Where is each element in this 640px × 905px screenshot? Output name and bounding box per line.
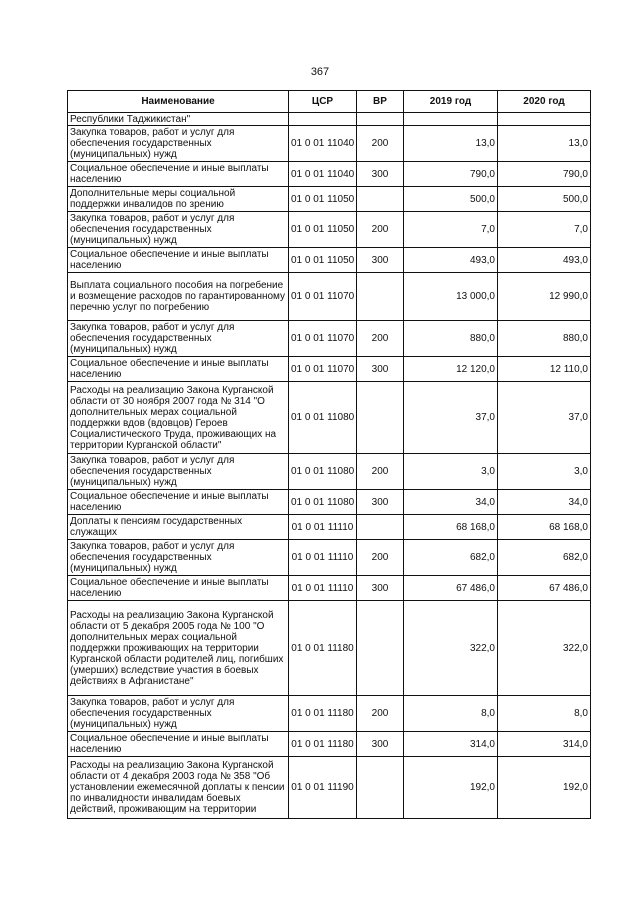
table-row (68, 601, 591, 696)
cell-2020: 68 168,0 (498, 515, 591, 540)
cell-vr: 200 (357, 212, 404, 248)
cell-2019: 682,0 (404, 540, 498, 576)
cell-2020: 7,0 (498, 212, 591, 248)
cell-2020: 192,0 (498, 757, 591, 819)
cell-vr (357, 515, 404, 540)
cell-2019 (404, 113, 498, 126)
header-name: Наименование (68, 91, 289, 113)
cell-csr: 01 0 01 11190 (289, 757, 357, 819)
cell-name: Социальное обеспечение и иные выплаты населению (68, 162, 289, 187)
cell-name: Социальное обеспечение и иные выплаты населению (68, 357, 289, 382)
cell-csr: 01 0 01 11080 (289, 382, 357, 454)
table-header-row (68, 91, 591, 113)
cell-vr: 200 (357, 126, 404, 162)
table-row (68, 576, 591, 601)
cell-csr: 01 0 01 11070 (289, 273, 357, 321)
cell-2020: 37,0 (498, 382, 591, 454)
cell-2020: 314,0 (498, 732, 591, 757)
cell-csr: 01 0 01 11080 (289, 454, 357, 490)
cell-csr: 01 0 01 11040 (289, 126, 357, 162)
header-2020: 2020 год (498, 91, 591, 113)
cell-2020: 493,0 (498, 248, 591, 273)
cell-csr: 01 0 01 11050 (289, 187, 357, 212)
cell-vr: 300 (357, 248, 404, 273)
cell-csr: 01 0 01 11070 (289, 357, 357, 382)
cell-vr: 200 (357, 696, 404, 732)
cell-vr: 200 (357, 540, 404, 576)
cell-vr (357, 757, 404, 819)
cell-2020: 12 990,0 (498, 273, 591, 321)
table-row (68, 273, 591, 321)
cell-2019: 7,0 (404, 212, 498, 248)
cell-csr: 01 0 01 11080 (289, 490, 357, 515)
cell-csr: 01 0 01 11180 (289, 696, 357, 732)
cell-2020: 880,0 (498, 321, 591, 357)
cell-vr (357, 187, 404, 212)
cell-2020: 34,0 (498, 490, 591, 515)
cell-name: Республики Таджикистан" (68, 113, 289, 126)
cell-name: Дополнительные меры социальной поддержки инвалидов по зрению (68, 187, 289, 212)
cell-2019: 192,0 (404, 757, 498, 819)
cell-vr (357, 113, 404, 126)
table-row (68, 696, 591, 732)
cell-csr: 01 0 01 11050 (289, 212, 357, 248)
cell-name: Расходы на реализацию Закона Курганской области от 5 декабря 2005 года № 100 "О дополнительных мерах социальной поддержки проживающих на территории Курганской области родителей лиц, погибших (умерших) вследствие участия в боевых действиях в Афганистане" (68, 601, 289, 696)
cell-2019: 322,0 (404, 601, 498, 696)
cell-name: Закупка товаров, работ и услуг для обеспечения государственных (муниципальных) нужд (68, 454, 289, 490)
header-csr: ЦСР (289, 91, 357, 113)
cell-csr: 01 0 01 11180 (289, 732, 357, 757)
cell-name: Закупка товаров, работ и услуг для обеспечения государственных (муниципальных) нужд (68, 540, 289, 576)
page-number: 367 (310, 66, 330, 78)
cell-2020: 682,0 (498, 540, 591, 576)
cell-2019: 790,0 (404, 162, 498, 187)
table-row (68, 162, 591, 187)
cell-2020: 322,0 (498, 601, 591, 696)
table-row (68, 490, 591, 515)
cell-2019: 13 000,0 (404, 273, 498, 321)
cell-name: Социальное обеспечение и иные выплаты населению (68, 490, 289, 515)
cell-2019: 67 486,0 (404, 576, 498, 601)
cell-2020: 8,0 (498, 696, 591, 732)
cell-2019: 34,0 (404, 490, 498, 515)
cell-2019: 8,0 (404, 696, 498, 732)
cell-2019: 880,0 (404, 321, 498, 357)
cell-2019: 68 168,0 (404, 515, 498, 540)
cell-csr: 01 0 01 11040 (289, 162, 357, 187)
cell-2019: 493,0 (404, 248, 498, 273)
cell-name: Доплаты к пенсиям государственных служащих (68, 515, 289, 540)
cell-2020: 500,0 (498, 187, 591, 212)
cell-name: Закупка товаров, работ и услуг для обеспечения государственных (муниципальных) нужд (68, 126, 289, 162)
cell-csr: 01 0 01 11070 (289, 321, 357, 357)
table-row (68, 187, 591, 212)
table-row (68, 357, 591, 382)
header-vr: ВР (357, 91, 404, 113)
cell-vr: 200 (357, 454, 404, 490)
cell-2019: 314,0 (404, 732, 498, 757)
table-row (68, 757, 591, 819)
cell-2020 (498, 113, 591, 126)
cell-2020: 3,0 (498, 454, 591, 490)
cell-csr: 01 0 01 11180 (289, 601, 357, 696)
cell-2019: 500,0 (404, 187, 498, 212)
cell-name: Закупка товаров, работ и услуг для обеспечения государственных (муниципальных) нужд (68, 696, 289, 732)
cell-name: Социальное обеспечение и иные выплаты населению (68, 248, 289, 273)
cell-csr: 01 0 01 11110 (289, 540, 357, 576)
table-row (68, 212, 591, 248)
cell-vr: 300 (357, 162, 404, 187)
cell-name: Выплата социального пособия на погребение и возмещение расходов по гарантированному перечню услуг по погребению (68, 273, 289, 321)
cell-name: Расходы на реализацию Закона Курганской области от 30 ноября 2007 года № 314 "О дополнительных мерах социальной поддержки вдов (вдовцов) Героев Социалистического Труда, проживающих на территории Курганской области" (68, 382, 289, 454)
cell-csr (289, 113, 357, 126)
cell-name: Расходы на реализацию Закона Курганской области от 4 декабря 2003 года № 358 "Об установлении ежемесячной доплаты к пенсии по инвалидности инвалидам боевых действий, проживающим на территории (68, 757, 289, 819)
cell-2019: 3,0 (404, 454, 498, 490)
cell-2020: 13,0 (498, 126, 591, 162)
table-row (68, 113, 591, 126)
cell-vr (357, 382, 404, 454)
table-row (68, 248, 591, 273)
budget-table (67, 90, 591, 819)
cell-name: Закупка товаров, работ и услуг для обеспечения государственных (муниципальных) нужд (68, 321, 289, 357)
cell-vr: 300 (357, 576, 404, 601)
table-row (68, 382, 591, 454)
cell-csr: 01 0 01 11110 (289, 515, 357, 540)
cell-name: Закупка товаров, работ и услуг для обеспечения государственных (муниципальных) нужд (68, 212, 289, 248)
cell-2020: 67 486,0 (498, 576, 591, 601)
cell-2019: 37,0 (404, 382, 498, 454)
cell-vr: 300 (357, 732, 404, 757)
cell-csr: 01 0 01 11050 (289, 248, 357, 273)
table-row (68, 515, 591, 540)
cell-2020: 12 110,0 (498, 357, 591, 382)
table-row (68, 126, 591, 162)
cell-2019: 13,0 (404, 126, 498, 162)
cell-name: Социальное обеспечение и иные выплаты населению (68, 576, 289, 601)
table-row (68, 732, 591, 757)
cell-vr: 300 (357, 490, 404, 515)
table-body (68, 113, 591, 819)
cell-vr (357, 601, 404, 696)
cell-csr: 01 0 01 11110 (289, 576, 357, 601)
cell-2020: 790,0 (498, 162, 591, 187)
table-row (68, 321, 591, 357)
header-2019: 2019 год (404, 91, 498, 113)
cell-name: Социальное обеспечение и иные выплаты населению (68, 732, 289, 757)
cell-vr (357, 273, 404, 321)
cell-2019: 12 120,0 (404, 357, 498, 382)
table-row (68, 454, 591, 490)
table-row (68, 540, 591, 576)
cell-vr: 300 (357, 357, 404, 382)
cell-vr: 200 (357, 321, 404, 357)
